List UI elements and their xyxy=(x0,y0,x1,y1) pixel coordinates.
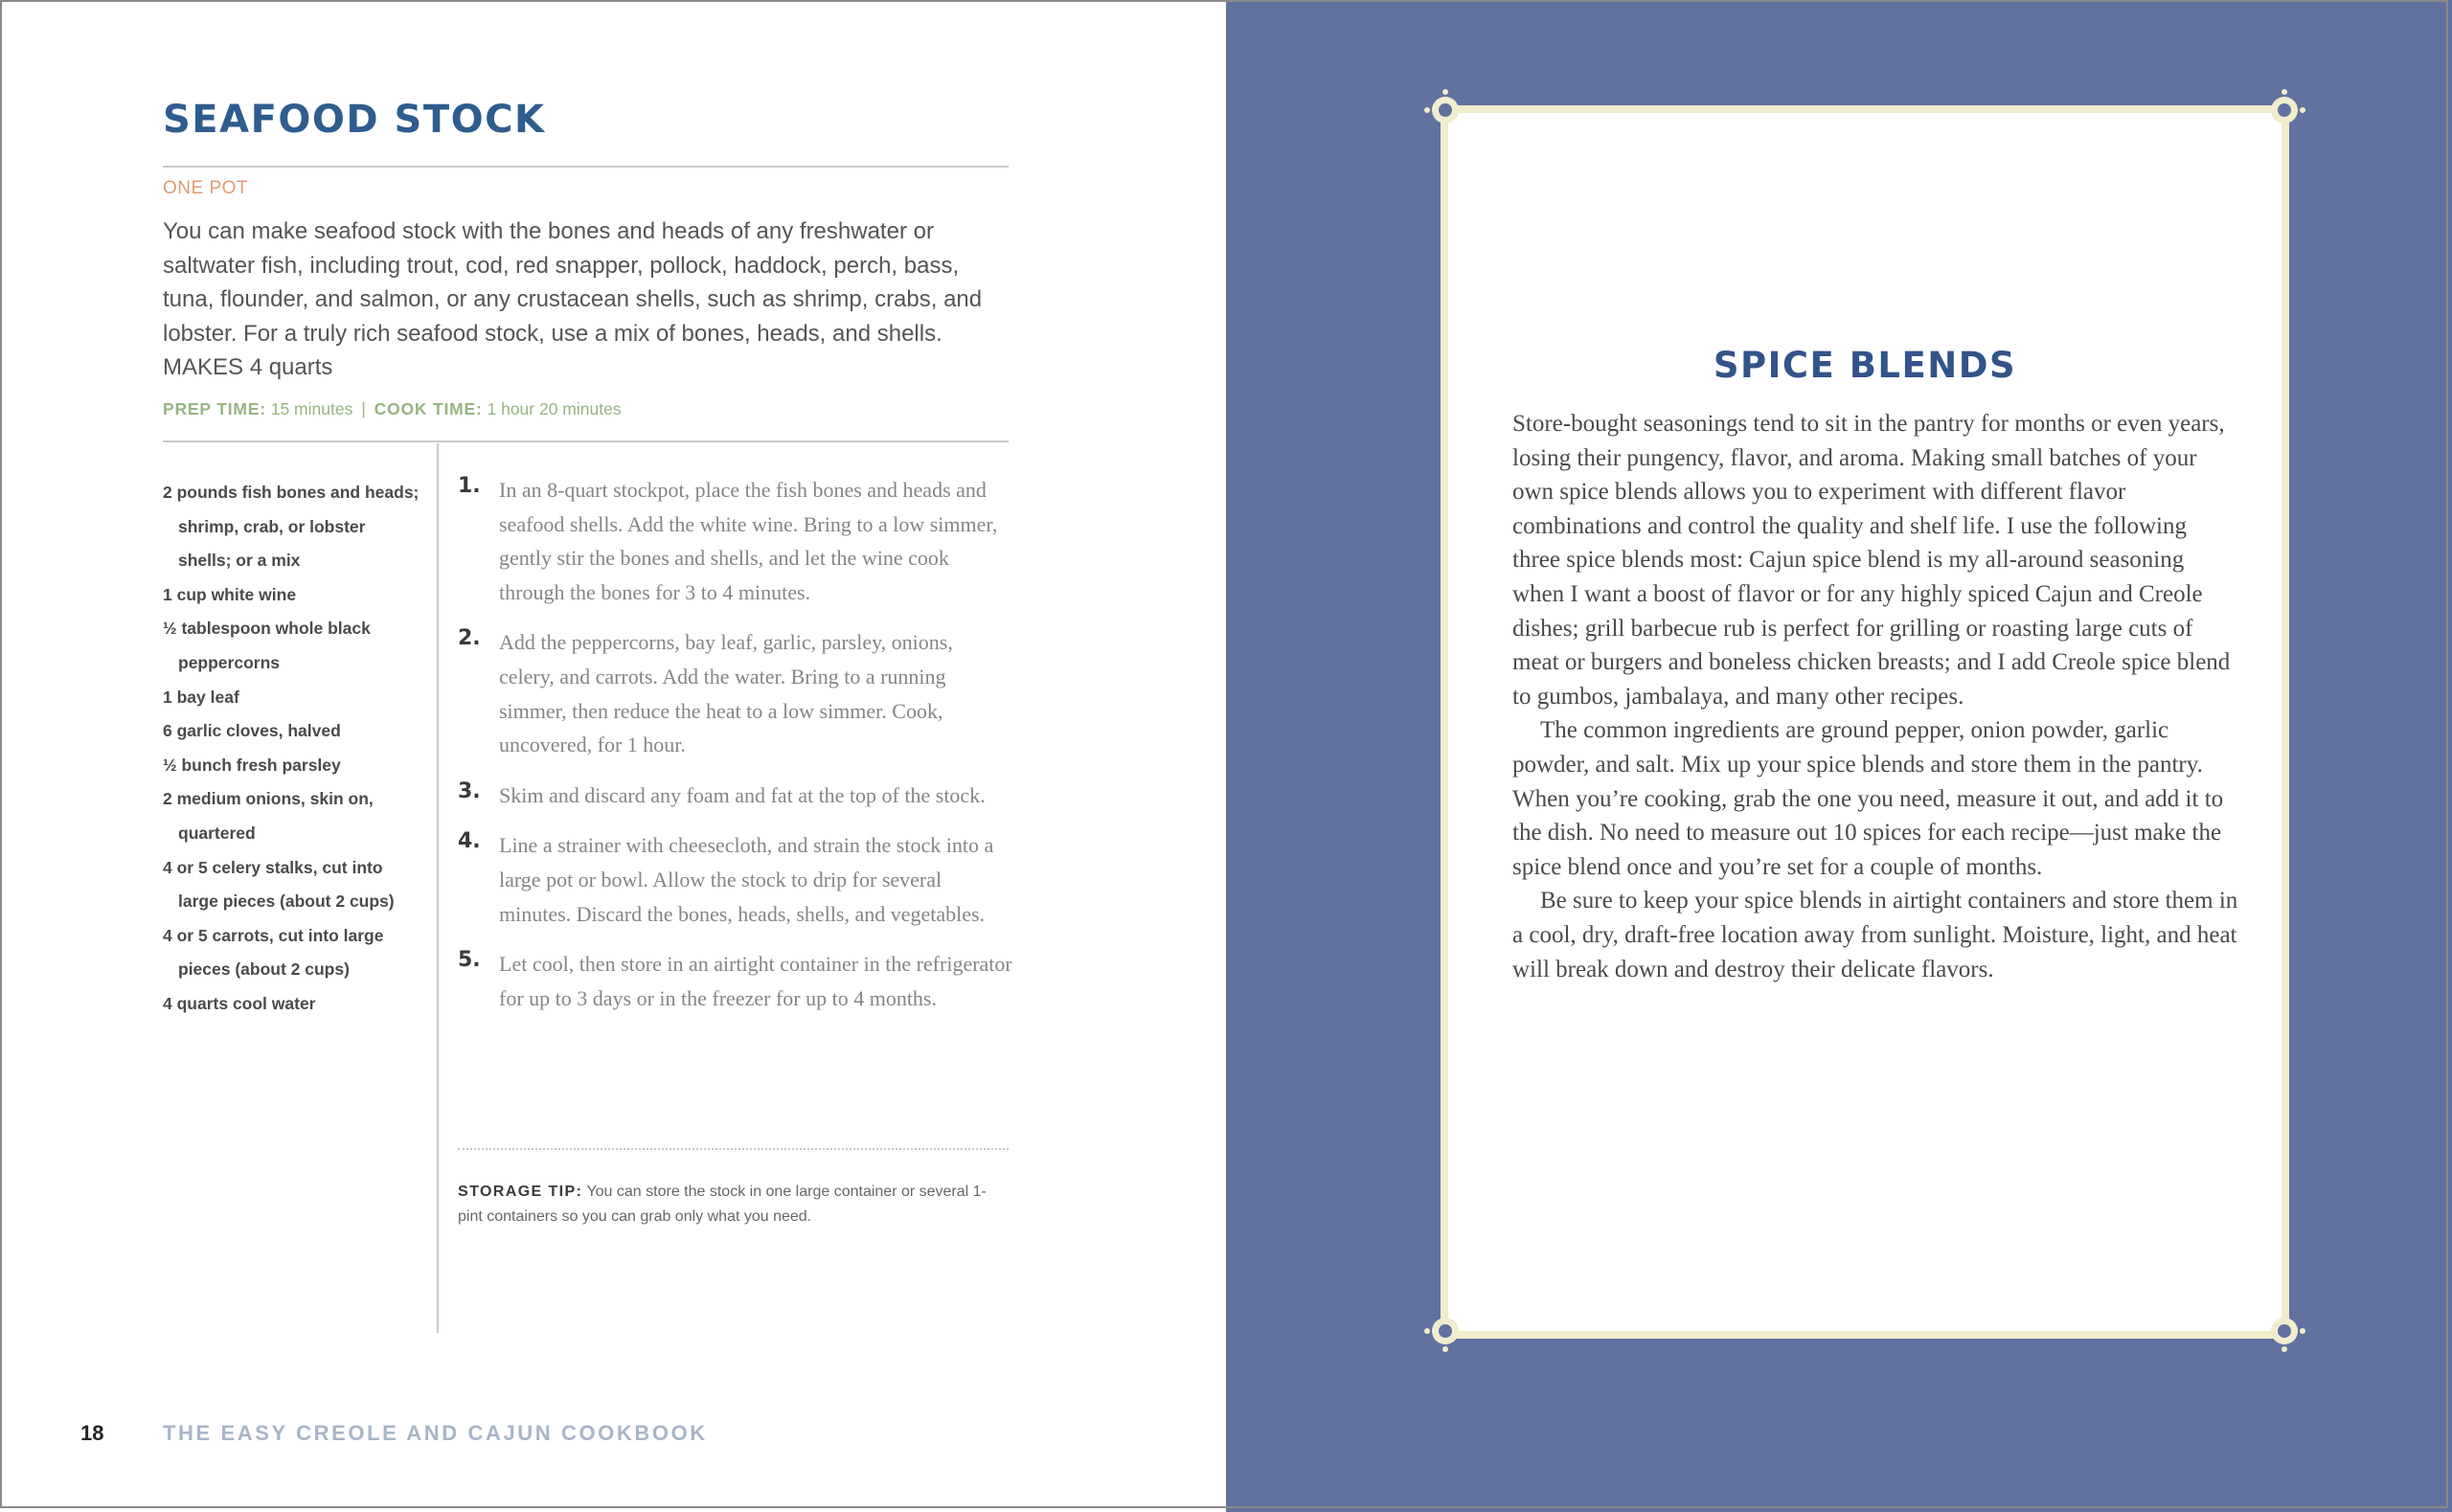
step-text: Line a strainer with cheesecloth, and strain the stock into a large pot or bowl. Allow the stock to drip for several minutes. Discard the bones, heads, shells, and vegetables. xyxy=(499,833,994,926)
prep-time-value: 15 minutes xyxy=(270,399,353,418)
sidebar-title: SPICE BLENDS xyxy=(1713,345,2017,386)
step-text: Let cool, then store in an airtight container in the refrigerator for up to 3 days or in the freezer for up to 4 months. xyxy=(499,952,1012,1010)
cook-time-value: 1 hour 20 minutes xyxy=(487,399,622,418)
step-item xyxy=(458,473,1013,609)
step-text: In an 8-quart stockpot, place the fish bones and heads and seafood shells. Add the white wine. Bring to a low simmer, gently stir the bones and shells, and let the wine cook through the bones for 3 to 4 minutes. xyxy=(499,478,998,604)
ingredient-item: 2 medium onions, skin on, quartered xyxy=(163,789,374,843)
storage-tip-text: You can store the stock in one large container or several 1-pint containers so you can grab only what you need. xyxy=(458,1184,987,1225)
recipe-intro: You can make seafood stock with the bones and heads of any freshwater or saltwater fish, including trout, cod, red snapper, pollock, haddock, perch, bass, tuna, flounder, and salmon, or any crustacean shells, such as shrimp, crabs, and lobster. For a truly rich seafood stock, use a mix of bones, heads, and shells. MAKES 4 quarts xyxy=(163,218,983,381)
column-divider xyxy=(437,443,439,1333)
title-divider xyxy=(163,166,1009,168)
ornament-corner-icon xyxy=(1424,89,1466,131)
book-title: THE EASY CREOLE AND CAJUN COOKBOOK xyxy=(163,1421,708,1445)
cook-time-label: COOK TIME: xyxy=(374,399,483,418)
page-number: 18 xyxy=(80,1421,104,1445)
storage-tip-label: STORAGE TIP: xyxy=(458,1184,583,1200)
step-item xyxy=(458,779,1013,813)
ingredient-item: 4 quarts cool water xyxy=(163,993,316,1013)
step-number: 2. xyxy=(458,626,481,651)
recipe-tag: ONE POT xyxy=(163,178,249,198)
step-number: 5. xyxy=(458,948,481,973)
meta-divider xyxy=(163,440,1009,442)
ingredient-item: ½ bunch fresh parsley xyxy=(163,755,341,775)
recipe-title: SEAFOOD STOCK xyxy=(163,98,546,142)
storage-tip xyxy=(458,1180,994,1230)
ingredient-item: 4 or 5 celery stalks, cut into large pieces (about 2 cups) xyxy=(163,857,395,912)
step-item xyxy=(458,947,1013,1015)
step-number: 1. xyxy=(458,474,481,498)
ornament-corner-icon xyxy=(1424,1310,1466,1352)
ingredient-item: 2 pounds fish bones and heads; shrimp, crab, or lobster shells; or a mix xyxy=(163,483,420,571)
ornament-corner-icon xyxy=(2263,89,2305,131)
ingredient-item: 6 garlic cloves, halved xyxy=(163,721,341,741)
sidebar-body xyxy=(1512,407,2240,986)
prep-time-label: PREP TIME: xyxy=(163,399,266,418)
step-item xyxy=(458,625,1013,761)
times-separator: | xyxy=(361,399,366,418)
recipe-times xyxy=(163,399,622,419)
step-number: 3. xyxy=(458,779,481,803)
step-list xyxy=(458,473,1013,1031)
ornament-corner-icon xyxy=(2263,1310,2305,1352)
ingredient-item: 1 cup white wine xyxy=(163,584,297,604)
tip-divider xyxy=(458,1148,1009,1150)
step-number: 4. xyxy=(458,829,481,854)
step-text: Skim and discard any foam and fat at the top of the stock. xyxy=(499,782,986,807)
sidebar-paragraph: Store-bought seasonings tend to sit in the pantry for months or even years, losing their pungency, flavor, and aroma. Making small batches of your own spice blends allows you to experiment with different flavor combinations and control the quality and shelf life. I use the following three spice blends most: Cajun spice blend is my all-around seasoning when I want a boost of flavor or for any highly spiced Cajun and Creole dishes; grill barbecue rub is perfect for grilling or roasting large cuts of meat or burgers and boneless chicken breasts; and I add Creole spice blend to gumbos, jambalaya, and many other recipes. xyxy=(1512,411,2231,710)
ingredient-item: 1 bay leaf xyxy=(163,687,239,707)
ingredient-item: ½ tablespoon whole black peppercorns xyxy=(163,619,371,672)
ingredient-list xyxy=(163,476,421,1022)
step-item xyxy=(458,828,1013,931)
ingredient-item: 4 or 5 carrots, cut into large pieces (about 2 cups) xyxy=(163,925,384,980)
step-text: Add the peppercorns, bay leaf, garlic, parsley, onions, celery, and carrots. Add the water. Bring to a running simmer, then reduce the heat to a low simmer. Cook, uncovered, for 1 hour. xyxy=(499,630,953,757)
sidebar-paragraph: The common ingredients are ground pepper, onion powder, garlic powder, and salt. Mix up your spice blends and store them in the pantry. When you’re cooking, grab the one you need, measure it out, and add it to the dish. No need to measure out 10 spices for each recipe—just make the spice blend once and you’re set for a couple of months. xyxy=(1512,717,2224,880)
sidebar-paragraph: Be sure to keep your spice blends in airtight containers and store them in a cool, dry, draft-free location away from sunlight. Moisture, light, and heat will break down and destroy their delicate flavors. xyxy=(1512,888,2238,982)
